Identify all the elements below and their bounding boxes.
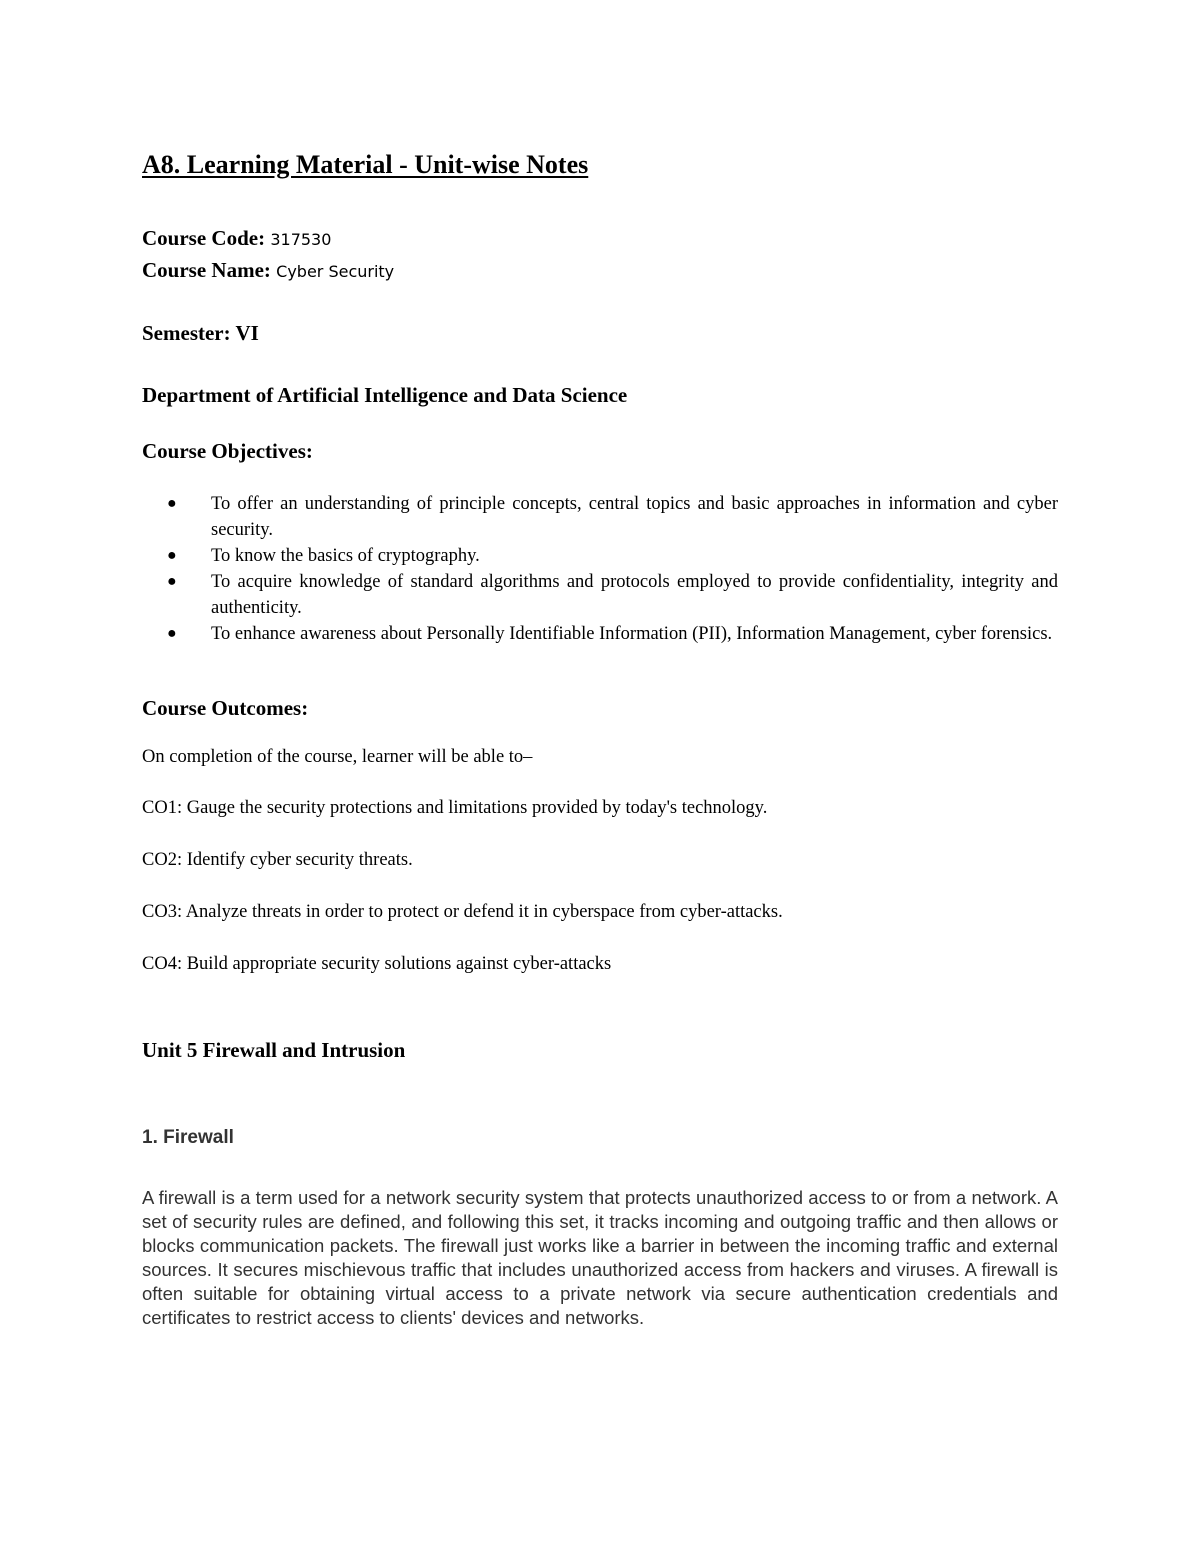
bullet-icon: ●: [167, 547, 177, 564]
unit-heading: Unit 5 Firewall and Intrusion: [142, 1038, 406, 1062]
course-name-line: [142, 258, 394, 283]
objective-item: [142, 569, 1058, 621]
outcomes-heading: Course Outcomes:: [142, 696, 309, 720]
objective-text: To acquire knowledge of standard algorithms and protocols employed to provide confidentiality, integrity and authenticity.: [211, 572, 1058, 618]
outcome-item: CO3: Analyze threats in order to protect or defend it in cyberspace from cyber-attacks.: [142, 902, 783, 922]
objective-item: [142, 621, 1058, 647]
bullet-icon: ●: [167, 495, 177, 512]
objectives-list: [142, 491, 1058, 647]
semester-heading: Semester: VI: [142, 321, 259, 345]
department-heading: Department of Artificial Intelligence and Data Science: [142, 383, 628, 407]
course-code-line: [142, 226, 331, 251]
outcomes-intro: On completion of the course, learner will be able to–: [142, 747, 533, 767]
section-heading: 1. Firewall: [142, 1127, 234, 1148]
objective-text: To know the basics of cryptography.: [211, 546, 480, 566]
objective-text: To enhance awareness about Personally Identifiable Information (PII), Information Management, cyber forensics.: [211, 624, 1053, 644]
outcome-item: CO2: Identify cyber security threats.: [142, 850, 413, 870]
objective-item: [142, 543, 1058, 569]
document-title: A8. Learning Material - Unit-wise Notes: [142, 150, 589, 179]
bullet-icon: ●: [167, 625, 177, 642]
course-name-value: Cyber Security: [276, 262, 395, 281]
outcome-item: CO4: Build appropriate security solutions against cyber-attacks: [142, 954, 612, 974]
outcome-item: CO1: Gauge the security protections and limitations provided by today's technology.: [142, 798, 768, 818]
section-body: A firewall is a term used for a network security system that protects unauthorized access to or from a network. A set of security rules are defined, and following this set, it tracks incoming and outgoing traffic and then allows or blocks communication packets. The firewall just works like a barrier in between the incoming traffic and external sources. It secures mischievous traffic that includes unauthorized access from hackers and viruses. A firewall is often suitable for obtaining virtual access to a private network via secure authentication credentials and certificates to restrict access to clients' devices and networks.: [142, 1187, 1058, 1328]
course-code-label: Course Code:: [142, 226, 266, 250]
course-name-label: Course Name:: [142, 258, 271, 282]
objectives-heading: Course Objectives:: [142, 439, 313, 463]
objective-text: To offer an understanding of principle concepts, central topics and basic approaches in information and cyber security.: [211, 494, 1058, 540]
course-code-value: 317530: [270, 230, 332, 249]
bullet-icon: ●: [167, 573, 177, 590]
objective-item: [142, 491, 1058, 543]
